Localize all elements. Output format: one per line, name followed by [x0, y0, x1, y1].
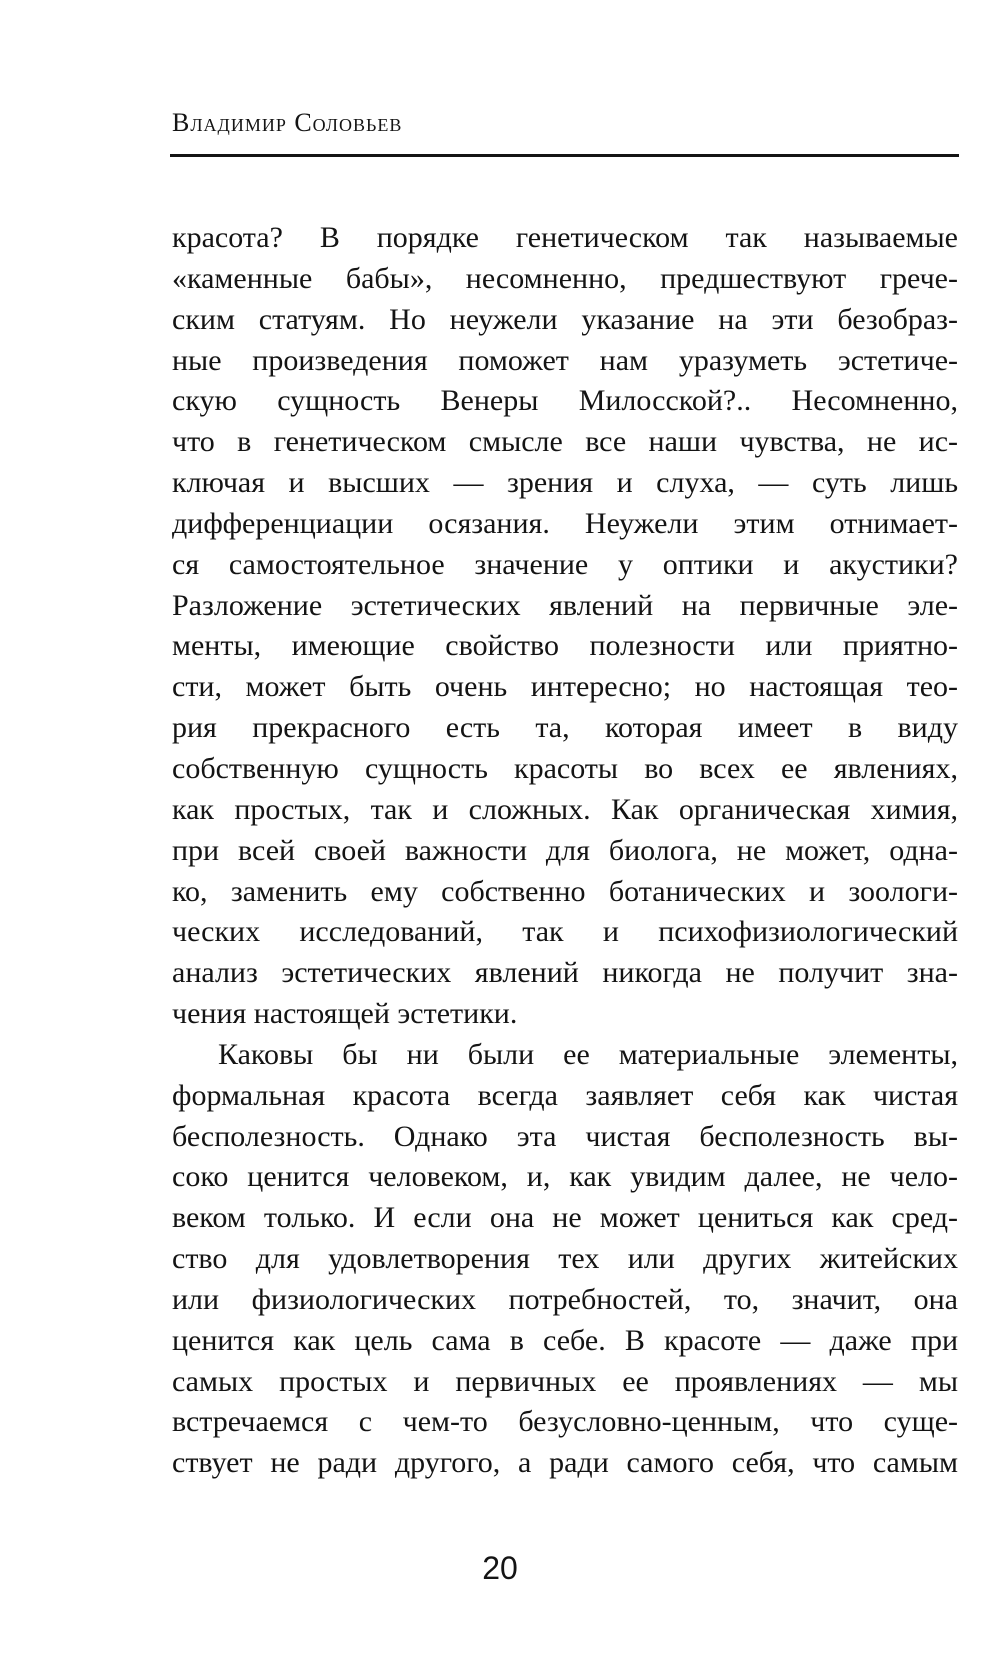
text-line: собственную сущность красоты во всех ее явлениях, — [172, 751, 958, 785]
text-line: при всей своей важности для биолога, не может, одна- — [172, 833, 958, 867]
text-line: как простых, так и сложных. Как органическая химия, — [172, 792, 958, 826]
text-line: красота? В порядке генетическом так называемые — [172, 221, 958, 254]
text-line: Каковы бы ни были ее материальные элементы, — [218, 1037, 958, 1071]
text-line: анализ эстетических явлений никогда не получит зна- — [172, 956, 958, 990]
text-line: скую сущность Венеры Милосской?.. Несомненно, — [172, 384, 958, 418]
text-line: менты, имеющие свойство полезности или приятно- — [172, 629, 958, 663]
page-number: 20 — [482, 1550, 518, 1586]
text-line: «каменные бабы», несомненно, предшествуют грече- — [172, 261, 958, 295]
text-line: ценится как цель сама в себе. В красоте — даже при — [172, 1323, 958, 1357]
text-line: веком только. И если она не может цениться как сред- — [172, 1201, 958, 1235]
text-line: ся самостоятельное значение у оптики и акустики? — [172, 547, 958, 581]
text-line: чения настоящей эстетики. — [172, 997, 518, 1031]
text-line: ные произведения поможет нам уразуметь эстетиче- — [172, 343, 958, 377]
paragraph-2 — [172, 1035, 958, 1484]
text-line: ским статуям. Но неужели указание на эти безобраз- — [172, 302, 958, 336]
text-line: встречаемся с чем-то безусловно-ценным, что суще- — [172, 1405, 958, 1439]
text-line: ключая и высших — зрения и слуха, — суть лишь — [172, 466, 958, 500]
text-line: рия прекрасного есть та, которая имеет в виду — [172, 711, 958, 745]
body-text — [172, 218, 958, 1484]
paragraph-1 — [172, 218, 958, 1035]
text-line: ко, заменить ему собственно ботанических и зоологи- — [172, 874, 958, 908]
text-line: ствует не ради другого, а ради самого себя, что самым — [172, 1446, 958, 1480]
text-line: что в генетическом смысле все наши чувства, не ис- — [172, 425, 958, 459]
text-line: соко ценится человеком, и, как увидим далее, не чело- — [172, 1160, 958, 1194]
text-line: ство для удовлетворения тех или других житейских — [172, 1242, 958, 1276]
running-head-author: Владимир Соловьев — [172, 108, 403, 137]
header-rule — [170, 154, 959, 157]
text-line: ческих исследований, так и психофизиологический — [172, 915, 958, 949]
text-line: Разложение эстетических явлений на первичные эле- — [172, 588, 958, 622]
text-line: или физиологических потребностей, то, значит, она — [172, 1282, 958, 1316]
text-line: сти, может быть очень интересно; но настоящая тео- — [172, 670, 958, 704]
text-line: формальная красота всегда заявляет себя как чистая — [172, 1078, 958, 1112]
text-line: бесполезность. Однако эта чистая бесполезность вы- — [172, 1119, 958, 1153]
text-line: дифференциации осязания. Неужели этим отнимает- — [172, 506, 958, 540]
text-line: самых простых и первичных ее проявлениях — мы — [172, 1364, 958, 1398]
